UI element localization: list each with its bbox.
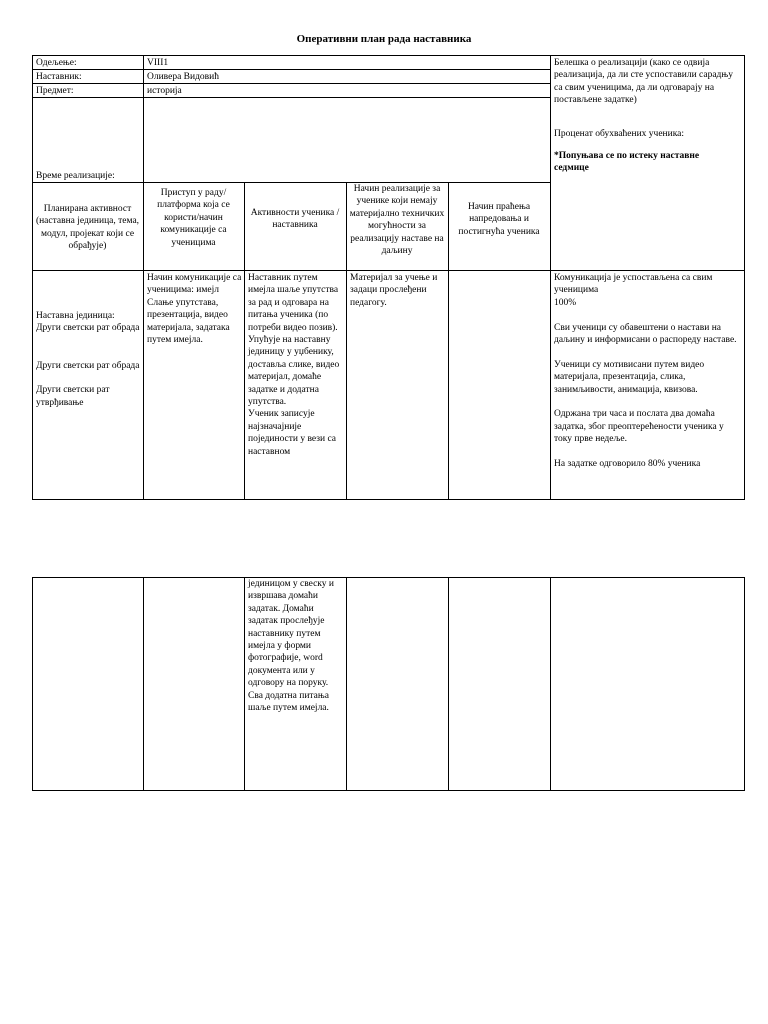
column-header-tracking: Начин праћења напредовања и постигнућа ученика — [458, 202, 540, 237]
notes-cell: Комуникација је успостављена са свим ученицима 100% Сви ученици су обавештени о настави на даљину и информисани о распореду наставе. Ученици су мотивисани путем видео материјала, презентација, слика, занимљивости, анимација, квизова. Одржана три часа и послата два домаћа задатка, због преоптерећености ученика у току прве недеље. На задатке одговорило 80% ученика — [554, 273, 737, 470]
continuation-table — [32, 577, 745, 791]
column-header-activities: Активности ученика / наставника — [250, 208, 340, 231]
approach-cell: Начин комуникације са ученицима: имејл Слање упутстава, презентација, видео материјала, задатака путем имејла. — [147, 273, 242, 346]
column-header-no-tech: Начин реализације за ученике који немају материјално техничких могућности за реализацију наставе на даљину — [349, 184, 445, 257]
teacher-value: Оливера Видовић — [147, 72, 219, 82]
activities-cell-continued: јединицом у свеску и извршава домаћи задатак. Домаћи задатак прослеђује наставнику путем имејла у форми фотографије, word документа или у одговору на поруку. Сва додатна питања шаље путем имејла. — [248, 579, 334, 714]
planned-activity-cell: Наставна јединица: Други светски рат обрада Други светски рат обрада Други светски рат утврђивање — [36, 311, 140, 408]
subject-label: Предмет: — [36, 86, 74, 96]
column-header-planned: Планирана активност (наставна јединица, тема, модул, пројекат који се обрађује) — [35, 204, 140, 252]
teacher-label: Наставник: — [36, 72, 82, 82]
page-title: Оперативни план рада наставника — [296, 33, 472, 45]
activities-cell: Наставник путем имејла шаље упутства за рад и одговара на питања ученика (по потреби видео позив). Упућује на наставну јединицу у уџбенику, доставља слике, видео материјал, домаће задатке и додатна упутства. Ученик записује најзначајније појединости у вези са наставном — [248, 273, 340, 457]
subject-value: историја — [147, 86, 182, 96]
coverage-label: Проценат обухваћених ученика: — [554, 129, 685, 139]
class-value: VIII1 — [147, 58, 169, 68]
class-label: Одељење: — [36, 58, 77, 68]
time-label: Време реализације: — [36, 171, 115, 181]
no-tech-cell: Материјал за учење и задаци прослеђени педагогу. — [350, 273, 438, 308]
column-header-approach: Приступ у раду/платформа која се користи/начин комуникације са ученицима — [157, 188, 230, 248]
fill-note: *Попуњава се по истеку наставне седмице — [554, 151, 700, 174]
notes-intro: Белешка о реализацији (како се одвија реализација, да ли сте успоставили сарадњу са свим ученицима, да ли одговарају на постављене задатке) — [554, 58, 734, 106]
